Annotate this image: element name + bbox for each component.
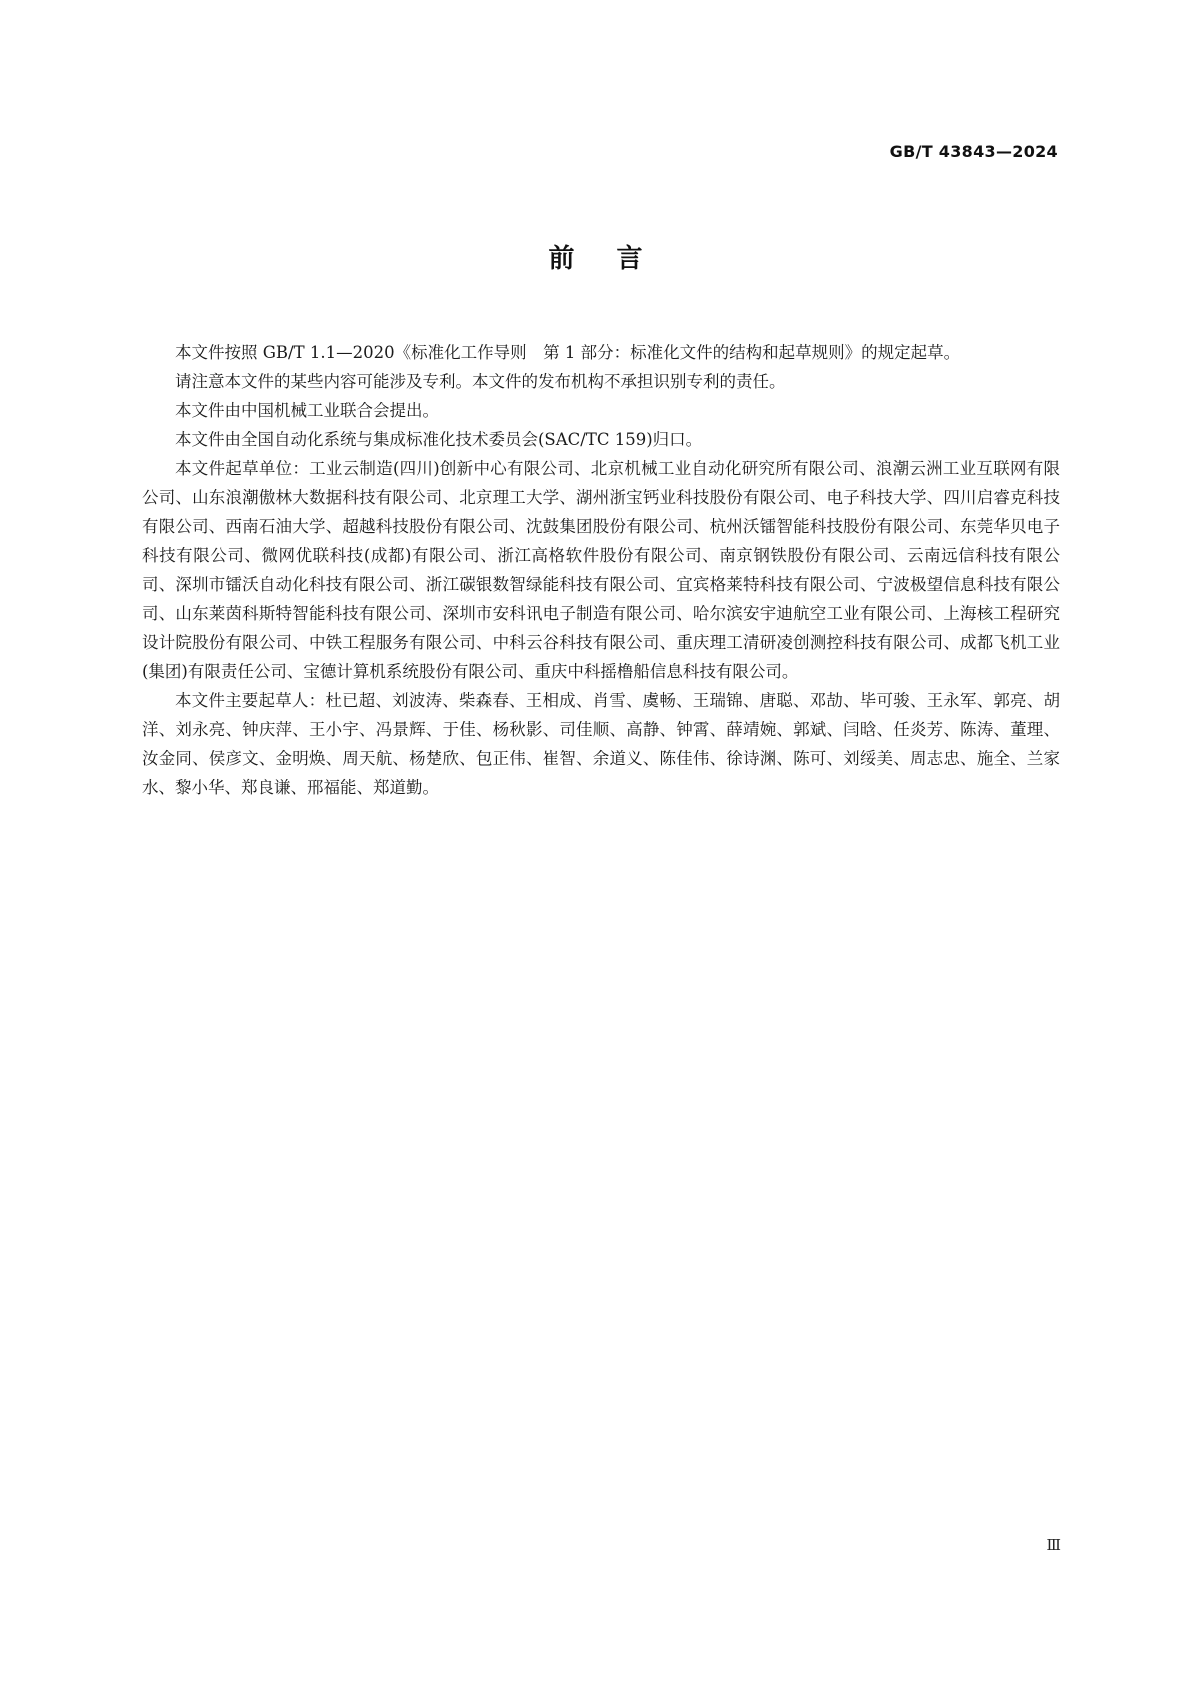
standard-number: GB/T 43843—2024: [889, 142, 1058, 161]
paragraph-drafters: 本文件主要起草人：杜已超、刘波涛、柴森春、王相成、肖雪、虞畅、王瑞锦、唐聪、邓劼、毕可骏、王永军、郭亮、胡洋、刘永亮、钟庆萍、王小宇、冯景辉、于佳、杨秋影、司佳顺、高静、钟霄、薛靖婉、郭斌、闫晗、任炎芳、陈涛、董理、汝金同、侯彦文、金明焕、周天航、杨楚欣、包正伟、崔智、余道义、陈佳伟、徐诗渊、陈可、刘绥美、周志忠、施全、兰家水、黎小华、郑良谦、邢福能、郑道勤。: [142, 691, 1060, 797]
page-title: 前言: [548, 244, 685, 274]
paragraph-committee: 本文件由全国自动化系统与集成标准化技术委员会(SAC/TC 159)归口。: [175, 430, 703, 449]
page-number: Ⅲ: [1046, 1536, 1061, 1554]
paragraph-proposer: 本文件由中国机械工业联合会提出。: [175, 401, 439, 420]
paragraph-drafting-rules: 本文件按照 GB/T 1.1—2020《标准化工作导则 第 1 部分：标准化文件的结构和起草规则》的规定起草。: [175, 343, 961, 362]
paragraph-drafting-units: 本文件起草单位：工业云制造(四川)创新中心有限公司、北京机械工业自动化研究所有限公司、浪潮云洲工业互联网有限公司、山东浪潮傲林大数据科技有限公司、北京理工大学、湖州浙宝钙业科技股份有限公司、电子科技大学、四川启睿克科技有限公司、西南石油大学、超越科技股份有限公司、沈鼓集团股份有限公司、杭州沃镭智能科技股份有限公司、东莞华贝电子科技有限公司、微网优联科技(成都)有限公司、浙江高格软件股份有限公司、南京钢铁股份有限公司、云南远信科技有限公司、深圳市镭沃自动化科技有限公司、浙江碳银数智绿能科技有限公司、宜宾格莱特科技有限公司、宁波极望信息科技有限公司、山东莱茵科斯特智能科技有限公司、深圳市安科讯电子制造有限公司、哈尔滨安宇迪航空工业有限公司、上海核工程研究设计院股份有限公司、中铁工程服务有限公司、中科云谷科技有限公司、重庆理工清研凌创测控科技有限公司、成都飞机工业(集团)有限责任公司、宝德计算机系统股份有限公司、重庆中科摇橹船信息科技有限公司。: [142, 459, 1060, 681]
paragraph-patent-notice: 请注意本文件的某些内容可能涉及专利。本文件的发布机构不承担识别专利的责任。: [175, 372, 786, 391]
foreword-body: [142, 338, 1060, 802]
